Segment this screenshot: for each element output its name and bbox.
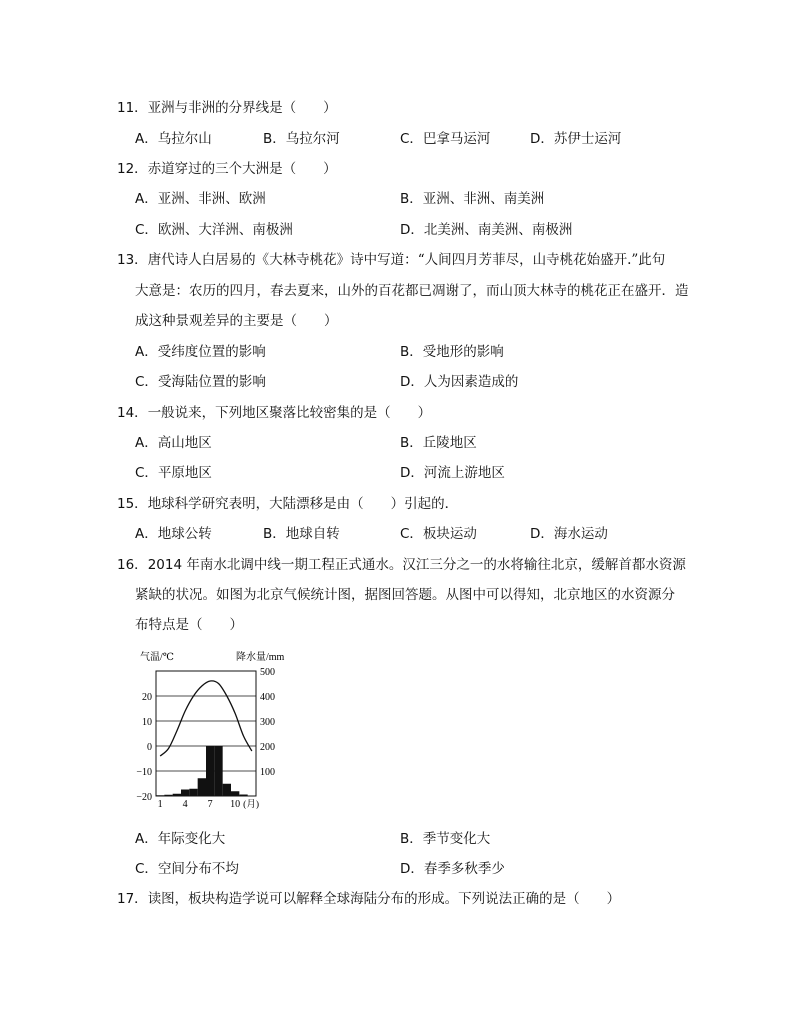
- q16-option-b[interactable]: B．季节变化大: [400, 831, 491, 847]
- precip-bar-month-9: [223, 784, 231, 796]
- q12-option-c[interactable]: C．欧洲、大洋洲、南极洲: [135, 222, 293, 238]
- month-unit-label: (月): [243, 800, 259, 810]
- question-16-stem-line-3: 布特点是（ ）: [135, 617, 243, 633]
- axis-labels: [140, 650, 285, 663]
- precip-tick-label: 400: [260, 692, 275, 703]
- month-tick-label: 7: [207, 799, 213, 810]
- question-17-stem: 17．读图，板块构造学说可以解释全球海陆分布的形成。下列说法正确的是（ ）: [117, 891, 621, 907]
- q11-option-d[interactable]: D．苏伊士运河: [530, 131, 622, 147]
- question-16-stem-line-1: 16．2014 年南水北调中线一期工程正式通水。汉江三分之一的水将输往北京，缓解首都水资源: [117, 557, 686, 573]
- q15-option-a[interactable]: A．地球公转: [135, 526, 212, 542]
- q13-option-b[interactable]: B．受地形的影响: [400, 344, 504, 360]
- q16-option-a[interactable]: A．年际变化大: [135, 831, 226, 847]
- q14-option-b[interactable]: B．丘陵地区: [400, 435, 477, 451]
- left-axis-label: 气温/℃: [140, 652, 174, 663]
- precip-bar-month-11: [239, 795, 247, 797]
- right-axis-label: 降水量/mm: [236, 652, 285, 663]
- month-tick-label: 10: [230, 799, 241, 810]
- precip-tick-label: 200: [260, 742, 275, 753]
- temperature-line: [160, 681, 252, 756]
- precip-bar-month-6: [198, 778, 206, 796]
- question-13-stem-line-2: 大意是：农历的四月，春去夏来，山外的百花都已凋谢了，而山顶大林寺的桃花正在盛开．造: [135, 283, 689, 299]
- q15-option-c[interactable]: C．板块运动: [400, 526, 477, 542]
- q13-option-c[interactable]: C．受海陆位置的影响: [135, 374, 266, 390]
- precip-bar-month-8: [214, 746, 222, 796]
- q13-option-a[interactable]: A．受纬度位置的影响: [135, 344, 266, 360]
- q14-option-c[interactable]: C．平原地区: [135, 465, 212, 481]
- question-12-stem: 12．赤道穿过的三个大洲是（ ）: [117, 161, 337, 177]
- precip-tick-label: 300: [260, 717, 275, 728]
- temp-tick-label: 10: [142, 717, 152, 728]
- q16-option-d[interactable]: D．春季多秋季少: [400, 861, 505, 877]
- temp-tick-label: −20: [136, 792, 152, 803]
- temperature-line-group: [160, 681, 252, 756]
- month-tick-label: 4: [182, 799, 188, 810]
- question-11-stem: 11．亚洲与非洲的分界线是（ ）: [117, 100, 337, 116]
- q12-option-b[interactable]: B．亚洲、非洲、南美洲: [400, 191, 545, 207]
- question-14-stem: 14．一般说来，下列地区聚落比较密集的是（ ）: [117, 405, 432, 421]
- q15-option-d[interactable]: D．海水运动: [530, 526, 608, 542]
- q12-option-a[interactable]: A．亚洲、非洲、欧洲: [135, 191, 266, 207]
- q12-option-d[interactable]: D．北美洲、南美洲、南极洲: [400, 222, 573, 238]
- temp-tick-label: 0: [147, 742, 152, 753]
- q14-option-a[interactable]: A．高山地区: [135, 435, 212, 451]
- precip-bar-month-10: [231, 791, 239, 796]
- q13-option-d[interactable]: D．人为因素造成的: [400, 374, 519, 390]
- q14-option-d[interactable]: D．河流上游地区: [400, 465, 505, 481]
- question-13-stem-line-3: 成这种景观差异的主要是（ ）: [135, 313, 338, 329]
- precip-bar-month-5: [189, 789, 197, 796]
- q11-option-b[interactable]: B．乌拉尔河: [263, 131, 340, 147]
- precip-bar-month-1: [156, 795, 164, 796]
- precip-bar-month-3: [173, 794, 181, 796]
- precip-bar-month-2: [164, 795, 172, 796]
- q16-option-c[interactable]: C．空间分布不均: [135, 861, 239, 877]
- month-tick-label: 1: [157, 799, 163, 810]
- precip-tick-label: 100: [260, 767, 275, 778]
- q11-option-c[interactable]: C．巴拿马运河: [400, 131, 491, 147]
- question-13-stem-line-1: 13．唐代诗人白居易的《大林寺桃花》诗中写道：“人间四月芳菲尽，山寺桃花始盛开.”此句: [117, 252, 666, 268]
- q11-option-a[interactable]: A．乌拉尔山: [135, 131, 212, 147]
- temp-tick-label: −10: [136, 767, 152, 778]
- question-16-stem-line-2: 紧缺的状况。如图为北京气候统计图，据图回答题。从图中可以得知，北京地区的水资源分: [135, 587, 675, 603]
- q15-option-b[interactable]: B．地球自转: [263, 526, 340, 542]
- question-15-stem: 15．地球科学研究表明，大陆漂移是由（ ）引起的．: [117, 496, 459, 512]
- beijing-climate-chart: [130, 645, 290, 811]
- precip-bar-month-7: [206, 746, 214, 796]
- precip-bar-month-4: [181, 790, 189, 797]
- precip-bar-month-12: [248, 796, 256, 797]
- temp-tick-label: 20: [142, 692, 152, 703]
- precip-tick-label: 500: [260, 667, 275, 678]
